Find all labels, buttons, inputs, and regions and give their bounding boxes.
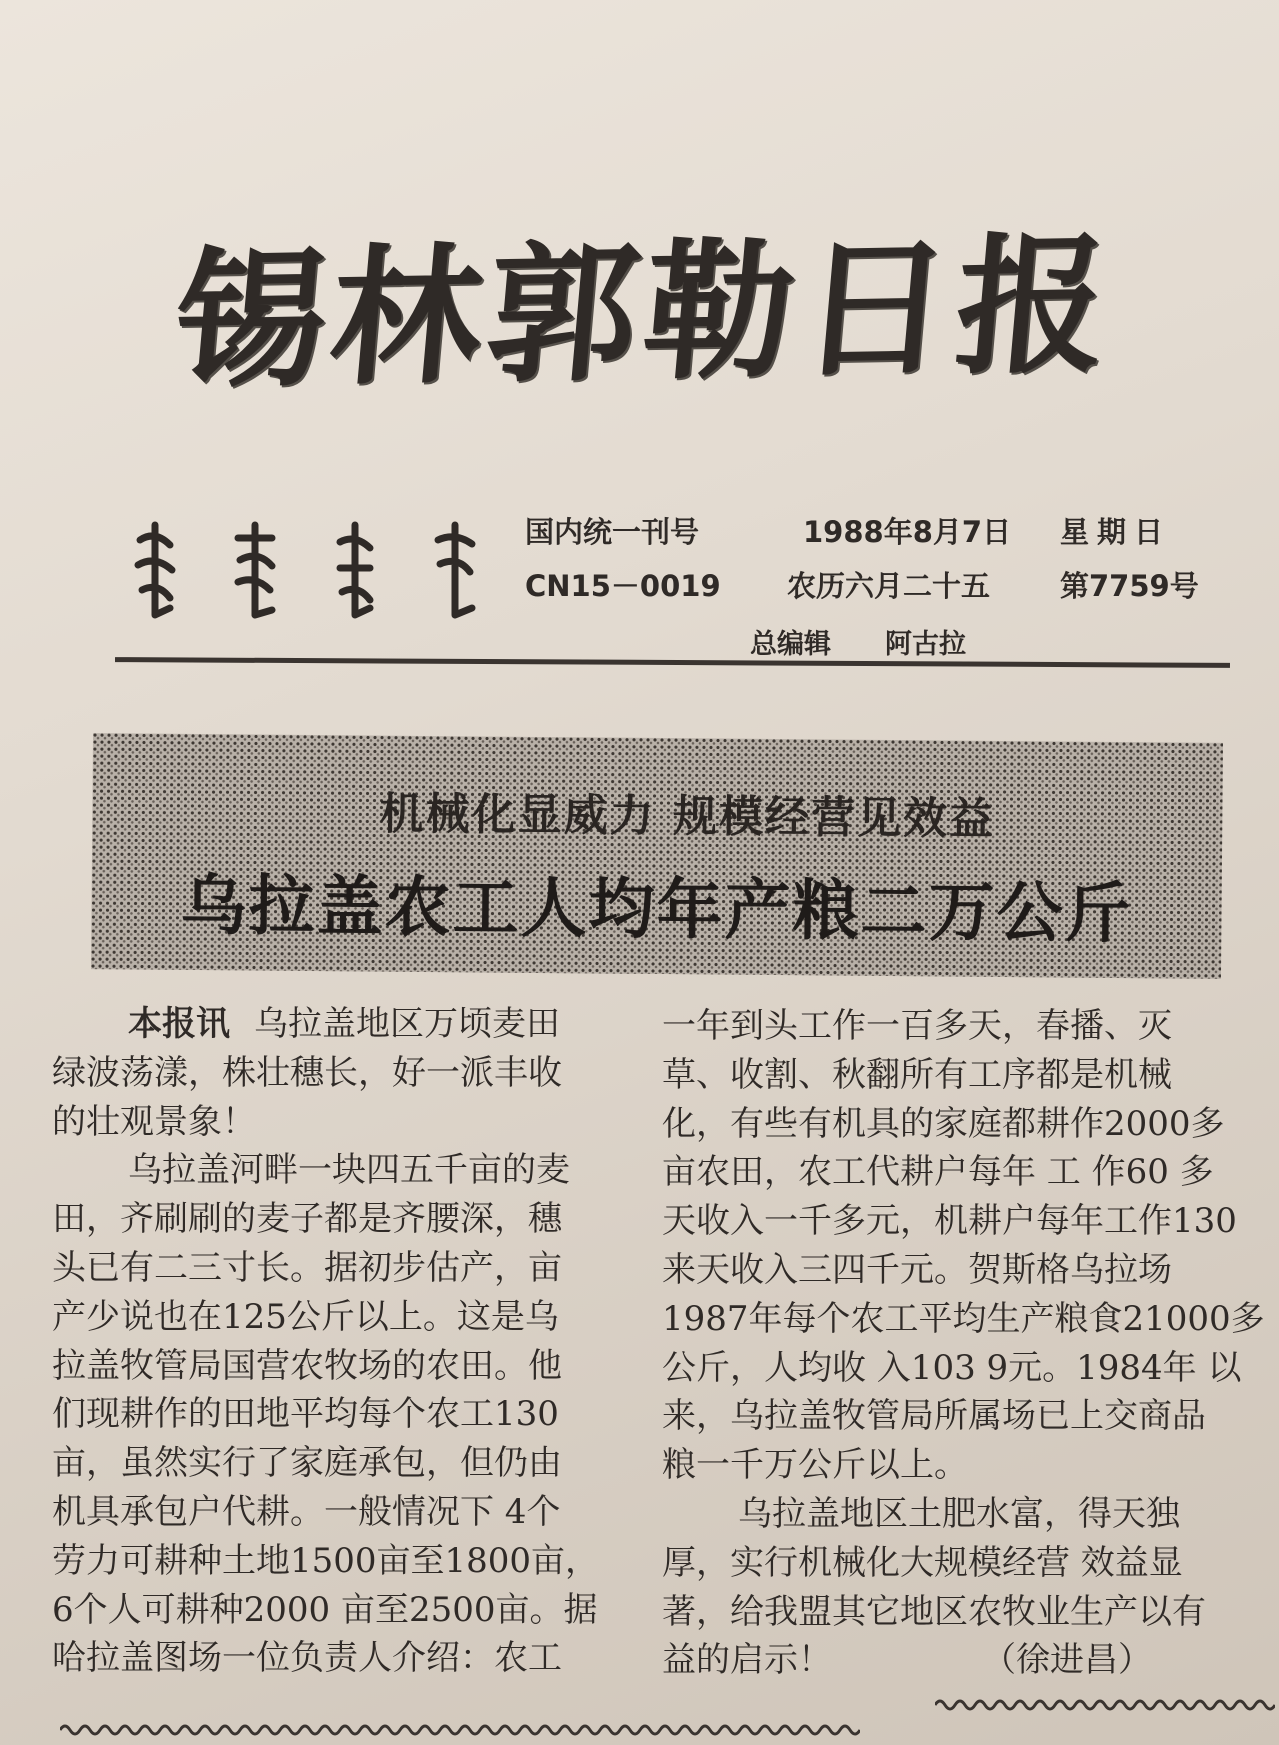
article-line: 1987年每个农工平均生产粮食21000多	[662, 1298, 1265, 1339]
mongolian-word-2	[230, 520, 280, 620]
article-line: 们现耕作的田地平均每个农工130	[52, 1394, 559, 1435]
article-line: 乌拉盖地区土肥水富，得天独	[738, 1493, 1180, 1534]
article-line: 公斤，人均收 入103 9元。1984年 以	[662, 1347, 1242, 1388]
lunar-date: 农历六月二十五	[787, 569, 991, 603]
article-line: 天收入一千多元，机耕户每年工作130	[662, 1201, 1237, 1242]
weekday: 星期日	[1060, 515, 1172, 549]
article-line: 厚，实行机械化大规模经营 效益显	[662, 1542, 1183, 1583]
article-column-right	[662, 1002, 1265, 1685]
mongolian-script-title	[130, 510, 490, 630]
article-lead: 本报讯	[128, 1004, 230, 1044]
article-line: 田，齐刷刷的麦子都是齐腰深，穗	[52, 1199, 562, 1240]
article-line: 绿波荡漾，株壮穗长，好一派丰收	[52, 1052, 562, 1093]
article-line: 亩农田，农工代耕户每年 工 作60 多	[662, 1152, 1214, 1193]
article-column-left	[52, 1000, 632, 1683]
article-line: 草、收割、秋翻所有工序都是机械	[662, 1054, 1172, 1095]
article-line: 哈拉盖图场一位负责人介绍：农工	[52, 1638, 562, 1679]
article-line: 来天收入三四千元。贺斯格乌拉场	[662, 1249, 1172, 1290]
article-line: 亩，虽然实行了家庭承包，但仍由	[52, 1443, 562, 1484]
mongolian-word-3	[330, 520, 380, 620]
headline-kicker: 机械化显威力 规模经营见效益	[379, 788, 996, 845]
editor-name: 阿古拉	[885, 629, 966, 660]
article-line: 益的启示！ （徐进昌）	[662, 1636, 1262, 1685]
article-line: 本报讯 乌拉盖地区万顷麦田	[52, 1000, 632, 1049]
headline-main: 乌拉盖农工人均年产粮二万公斤	[180, 865, 1133, 953]
masthead	[140, 120, 1150, 480]
article-line: 拉盖牧管局国营农牧场的农田。他	[52, 1345, 562, 1386]
article-line: 化，有些有机具的家庭都耕作2000多	[662, 1103, 1225, 1144]
article-line: 一年到头工作一百多天，春播、灭	[662, 1006, 1172, 1046]
article-line: 劳力可耕种土地1500亩至1800亩，	[52, 1540, 600, 1581]
masthead-title: 锡林郭勒日报	[167, 216, 1121, 410]
serial-label: 国内统一刊号	[525, 515, 700, 549]
issue-number: 第7759号	[1060, 569, 1199, 603]
decorative-wave-border	[60, 1720, 860, 1740]
issue-date: 1988年8月7日	[803, 515, 1012, 549]
article-line: 乌拉盖河畔一块四五千亩的麦	[128, 1150, 570, 1191]
article-line: 著，给我盟其它地区农牧业生产以有	[662, 1591, 1206, 1632]
serial-number: CN15－0019	[525, 569, 721, 603]
article-line: 6个人可耕种2000 亩至2500亩。据	[52, 1589, 598, 1630]
mongolian-word-1	[130, 520, 180, 620]
article-line: 的壮观景象！	[52, 1101, 256, 1142]
article-line: 粮一千万公斤以上。	[662, 1445, 968, 1486]
article-line: 来，乌拉盖牧管局所属场已上交商品	[662, 1396, 1206, 1437]
headline-box	[91, 733, 1223, 979]
article-line: 头已有二三寸长。据初步估产，亩	[52, 1247, 562, 1288]
issue-info	[525, 510, 1205, 670]
byline: （徐进昌）	[982, 1640, 1152, 1681]
article-line: 产少说也在125公斤以上。这是乌	[52, 1296, 559, 1337]
article-line: 机具承包户代耕。一般情况下 4个	[52, 1491, 561, 1532]
mongolian-word-4	[430, 520, 480, 620]
editor-label: 总编辑	[750, 629, 831, 660]
decorative-wave-border-right	[935, 1695, 1275, 1715]
